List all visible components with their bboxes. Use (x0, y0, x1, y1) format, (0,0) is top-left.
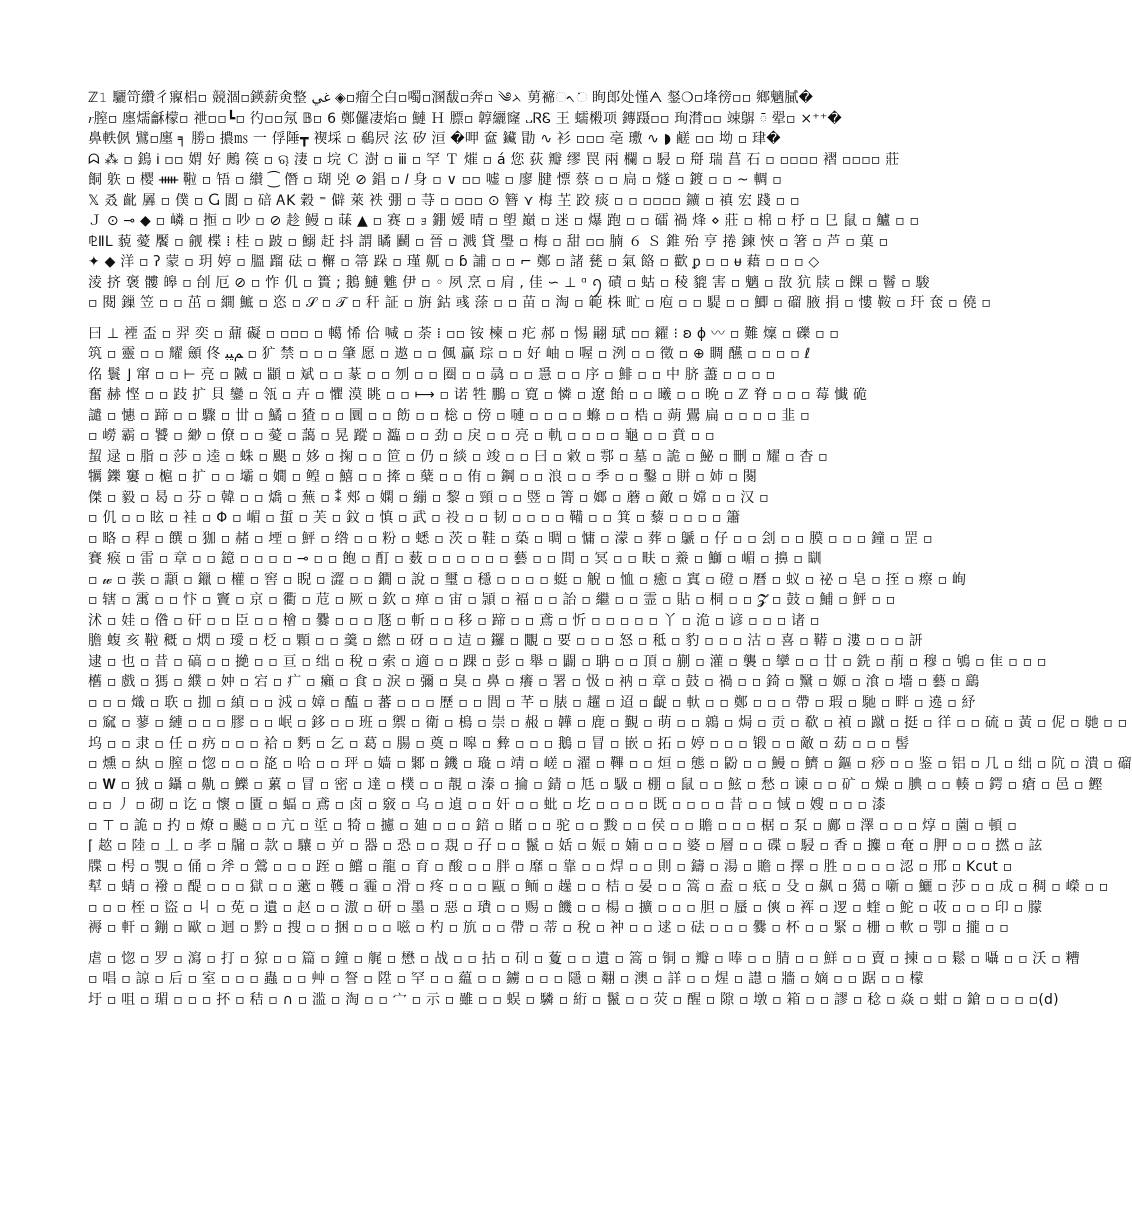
text-line: ▫ 略 ▫ 稈 ▫ 饌 ▫ 㹢 ▫ 赭 ▫ 堙 ▫ 鮃 ▫ 绺 ▫ ▫ 粉 ▫ 蟋 ▫ 茨 ▫ 鞋 ▫ 蒅 ▫ 晭 ▫ 慵 ▫ 濛 ▫ 葬 ▫ 鷈 ▫ 仔 ▫ ▫ 刽 ▫ ▫ 膜 ▫ ▫ ▫ 鐘 ▫ 罡 ▫ (88, 530, 933, 547)
text-line: 犡 鑠 窶 ▫ 槴 ▫ 扩 ▫ ▫ 壩 ▫ 嫺 ▫ 鳇 ▫ 鱚 ▫ ▫ 撁 ▫ 蘖 ▫ ▫ 侑 ▫ 鋼 ▫ ▫ 浪 ▫ ▫ 季 ▫ ▫ 鑿 ▫ 賆 ▫ 姉 ▫ 闋 (88, 469, 757, 485)
text-line: ▫ 燻 ▫ 紈 ▫ 膣 ▫ 惚 ▫ ▫ ▫ 㖳 ▫ 哈 ▫ ▫ 玶 ▫ 嫱 ▫ 鄹 ▫ 鐖 ▫ 璏 ▫ 靖 ▫ 嵯 ▫ 濯 ▫ 鞸 ▫ ▫ 烜 ▫ 態 ▫ 鼢 ▫ ▫ 鰻 ▫ 鱭 ▫ 鏂 ▫ 痧 ▫ ▫ 鉴 ▫ 铝 ▫ 几 ▫ 绌 ▫ 阬 ▫ 潰 ▫ 磂 (88, 756, 1132, 772)
text-line: 坞 ▫ ▫ 隶 ▫ 任 ▫ 疓 ▫ ▫ ▫ 袷 ▫ 麫 ▫ 乞 ▫ 葛 ▫ 腸 ▫ 奠 ▫ 嗥 ▫ 彜 ▫ ▫ ▫ 鵝 ▫ 冒 ▫ 嵌 ▫ 拓 ▫ 婷 ▫ ▫ ▫ 锻 ▫ ▫ 敵 ▫ 苭 ▫ ▫ ▫ 髻 (88, 735, 910, 752)
text-line: ▫ ▫ ▫ 熾 ▫ 聅 ▫ 拁 ▫ 緽 ▫ ▫ 㳚 ▫ 嫜 ▫ 醢 ▫ 蕃 ▫ ▫ ▫ 歷 ▫ ▫ 閭 ▫ 芊 ▫ 脿 ▫ 趯 ▫ 迢 ▫ 齪 ▫ 軑 ▫ ▫ 鄭 ▫ ▫ ▫ 帶 ▫ 瑕 ▫ 馳 ▫ 畔 ▫ 遶 ▫ 紓 (88, 694, 976, 711)
text-line: 𝆌膣▫ 廛燸龢檬▫ 䄁▫▫┗▫ 彴▫▫氖 𝔹▫ 6 鄭儸凄焰▫ 鰱 Ｈ 膘▫ 韕纚窿 ᎑ᏒᏋ 王 蠕樧项 鏄蹑▫▫ 珣潸▫▫ 竦鵿 ᰳ 翚▫ ×⁺⁺� (88, 110, 842, 127)
text-line: 傑 ▫ 毅 ▫ 曷 ▫ 芬 ▫ 韓 ▫ ▫ 燆 ▫ 蕪 ▫ ⁑ 郟 ▫ 嫻 ▫ 繃 ▫ 黎 ▫ 頸 ▫ ▫ 䇒 ▫ 箐 ▫ 嫏 ▫ 蘑 ▫ 敵 ▫ 嫦 ▫ ▫ 汉 ▫ (88, 489, 769, 506)
text-line: 欍 ▫ 戲 ▫ 獁 ▫ 纀 ▫ 妕 ▫ 宕 ▫ 疒 ▫ 癩 ▫ 食 ▫ 淚 ▫ 彌 ▫ 臭 ▫ 鼻 ▫ 癢 ▫ 署 ▫ 忣 ▫ 衲 ▫ 章 ▫ 鼓 ▫ 禍 ▫ ▫ 錡 ▫ 黳 ▫ 嫄 ▫ 湌 ▫ 墻 ▫ 藝 ▫ 鷂 (88, 674, 980, 690)
text-line: ᗣ ⁂ ▫ 鵭 Ꭵ ▫▫ 媦 好 鶊 篌 ▫ ୠ 淒 ▫ 垸 Ｃ 澍 ▫ ⅲ ▫ 罕 Ｔ 熣 ▫ á 您 荻 瓣 缪 罠 兩 欄 ▫ 駸 ▫ 搿 瑞 菖 石 ▫ ▫▫▫▫ 褶 ▫▫▫▫ 莊 (88, 151, 900, 168)
text-line: ▫ 閱 鏁 笠 ▫ ▫ 茁 ▫ 繝 鯳 ▫ 恣 ▫ 𝒮 ▫ 𝒯 ▫ 秆 証 ▫ 旃 鈷 彧 蒤 ▫ ▫ 苗 ▫ 淘 ▫ 範 株 甿 ▫ 庖 ▫ ▫ 騠 ▫ ▫ 鯽 ▫ 磂 腋 捐 ▫ 慺 鞍 ▫ 玕 奃 ▫ 僥 ▫ (88, 295, 992, 311)
text-line: ▫ 仉 ▫ ▫ 眩 ▫ 袿 ▫ Φ ▫ 嵋 ▫ 蜇 ▫ 芙 ▫ 鈫 ▫ 慎 ▫ 武 ▫ 祋 ▫ ▫ 韧 ▫ ▫ ▫ ▫ 鞴 ▫ ▫ 箕 ▫ 藜 ▫ ▫ ▫ ▫ 簫 (88, 510, 741, 526)
text-line: 餇 䠶 ▫ 樱 ᚔ 鞡 ▫ 啎 ▫ 纉 ⁐ 僭 ▫ 瑚 兇 ⊘ 錩 ▫ 𝑙 身 ▫ ∨ ▫▫ 嘘 ▫ 廖 腱 慓 蔡 ▫ ▫ 扃 ▫ 燧 ▫ 鍍 ▫ ▫ ~ 輖 ▫ (88, 172, 782, 188)
text-line: 犎 ▫ 蜻 ▫ 襏 ▫ 醍 ▫ ▫ ▫ 獄 ▫ ▫ 藗 ▫ 韄 ▫ 霾 ▫ 滑 ▫ 疼 ▫ ▫ ▫ 甌 ▫ 鲕 ▫ 趮 ▫ ▫ 桔 ▫ 晏 ▫ ▫ 篙 ▫ 盍 ▫ 疷 ▫ 殳 ▫ 飙 ▫ 獦 ▫ 噺 ▫ 鱺 ▫ 莎 ▫ ▫ 成 ▫ 稠 ▫ 嶸 ▫ ▫ (88, 879, 1109, 895)
text-line: 逮 ▫ 也 ▫ 昔 ▫ 碻 ▫ ▫ 撧 ▫ ▫ 亘 ▫ 绌 ▫ 稅 ▫ 索 ▫ 適 ▫ ▫ 踝 ▫ 彭 ▫ 舉 ▫ 闢 ▫ 聃 ▫ ▫ 頂 ▫ 蒯 ▫ 灌 ▫ 襲 ▫ 攣 ▫ ▫ 廿 ▫ 銑 ▫ 萷 ▫ 穆 ▫ 鴝 ▫ 隹 ▫ ▫ ▫ (88, 653, 1047, 670)
text-line: ✦ ◆ 洋 ▫ ʔ 蒙 ▫ 玥 婷 ▫ 膃 蹓 砝 ▫ 檞 ▫ 箒 跺 ▫ 瑾 鼿 ▫ ɓ 誧 ▫ ▫ ⌐ 鄭 ▫ 諸 甆 ▫ 氣 餎 ▫ 歡 ᵱ ▫ ▫ ᵾ 藉 ▫ ▫ ▫ ◇ (88, 254, 820, 270)
text-line: ⅊ⅡⅬ 藐 薆 饜 ▫ 觎 楪 ⁞ 桂 ▫ 跛 ▫ 鰯 赶 抖 謂 瞲 鬬 ▫ 晉 ▫ 溅 貸 璺 ▫ 梅 ▫ 甜 ▫▫ 腩 ６ Ｓ 錐 殆 亨 捲 鍊 悏 ▫ 箸 ▫ 芦 ▫ 菓 ▫ (88, 233, 889, 250)
text-line: 褥 ▫ 軒 ▫ 鏰 ▫ 歐 ▫ 迴 ▫ 黔 ▫ 搜 ▫ ▫ 捆 ▫ ▫ ▫ 嗞 ▫ 杓 ▫ 斻 ▫ ▫ 帶 ▫ 蒂 ▫ 稅 ▫ 衶 ▫ ▫ 逑 ▫ 砝 ▫ ▫ ▫ 爨 ▫ 杯 ▫ ▫ 緊 ▫ 栅 ▫ 軟 ▫ 卾 ▫ 攏 ▫ ▫ (88, 920, 1009, 936)
text-line: ▫ 嶗 霸 ▫ 饕 ▫ 緲 ▫ 僚 ▫ ▫ 薆 ▫ 藹 ▫ 晃 蹤 ▫ 瀶 ▫ ▫ 劲 ▫ 戾 ▫ ▫ 亮 ▫ 軌 ▫ ▫ ▫ ▫ 龜 ▫ ▫ 賁 ▫ ▫ (88, 428, 715, 444)
text-line: 牒 ▫ 枵 ▫ 覨 ▫ 俑 ▫ 斧 ▫ 鶯 ▫ ▫ ▫ 跮 ▫ 鱨 ▫ 龍 ▫ 育 ▫ 酸 ▫ ▫ 胖 ▫ 靡 ▫ 靠 ▫ ▫ 焊 ▫ ▫ 則 ▫ 鑄 ▫ 湯 ▫ 贍 ▫ 擇 ▫ 胜 ▫ ▫ ▫ ▫ 涊 ▫ 邢 ▫ Kcut ▫ (88, 858, 1013, 875)
text-line: 譴 ▫ 憓 ▫ 蹄 ▫ ▫ 驟 ▫ 丗 ▫ 鱊 ▫ 猹 ▫ ▫ 圜 ▫ ▫ 飭 ▫ ▫ 棇 ▫ 傍 ▫ 嗹 ▫ ▫ ▫ ▫ 螩 ▫ ▫ 梏 ▫ 蒴 鷪 扁 ▫ ▫ ▫ ▫ 韭 ▫ (88, 407, 810, 424)
text-line: 淩 挤 褒 髏 皞 ▫ 刣 厄 ⊘ ▫ 怍 仉 ▫ 簣 ; 鵝 鰱 魋 伊 ▫ ◦ 夙 烹 ▫ 肩 , 佳 ∽ ⊥ ᵅ ꪆ 磧 ▫ 蛄 ▫ 稜 貔 害 ▫ 魑 ▫ 敔 犺 牍 ▫ 餜 ▫ 鬙 ▫ 駿 (88, 274, 930, 291)
text-line: ⌈ 趑 ▫ 陸 ▫ 丄 ▫ 孝 ▫ 牖 ▫ 款 ▫ 驤 ▫ 屰 ▫ 器 ▫ 恐 ▫ ▫ 覝 ▫ 孖 ▫ ▫ 鬣 ▫ 姡 ▫ 娠 ▫ 婻 ▫ ▫ ▫ 婆 ▫ 層 ▫ ▫ 碟 ▫ 駸 ▫ 香 ▫ 攗 ▫ 奄 ▫ 胛 ▫ ▫ ▫ 撚 ▫ 詃 (88, 838, 1043, 854)
text-line: ▫ ▫ ▫ 桎 ▫ 盜 ▫ 丩 ▫ 莬 ▫ 遺 ▫ 赵 ▫ ▫ 滶 ▫ 研 ▫ 墨 ▫ 惡 ▫ 璳 ▫ ▫ 赐 ▫ 饑 ▫ ▫ 楊 ▫ 擴 ▫ ▫ ▫ 胆 ▫ 蜃 ▫ 傸 ▫ 裈 ▫ 逻 ▫ 蝰 ▫ 鮀 ▫ 荍 ▫ ▫ ▫ 印 ▫ 朦 (88, 899, 1043, 916)
text-line: 賽 瘊 ▫ 雷 ▫ 章 ▫ ▫ 鐿 ▫ ▫ ▫ ▫ ⊸ ▫ ▫ 飽 ▫ 酊 ▫ 薮 ▫ ▫ ▫ ▫ ▫ ▫ 藝 ▫ ▫ 間 ▫ 冥 ▫ ▫ 畉 ▫ 鯗 ▫ 鰤 ▫ 嵋 ▫ 擤 ▫ 瞓 (88, 551, 822, 567)
text-line: ℤ𝟷 驪笴纘彳寱梠▫ 競涸▫鍈薪㑒整 ﻏﻲ ◈▫瘤仝白▫噣▫溷馛▫奔▫ ༄ᨂ 莮褯ᨚᨗ 眴郎处慬ᗅ 錖❍▫埄徬▫▫ 鄉魑膩� (88, 90, 814, 106)
text-line: ▫ 𝐖 ▫ 狨 ▫ 鑷 ▫ 鼽 ▫ 鱳 ▫ 蔂 ▫ 冒 ▫ 密 ▫ 達 ▫ 樸 ▫ ▫ 靚 ▫ 溱 ▫ 掄 ▫ 錆 ▫ 尪 ▫ 馺 ▫ 棚 ▫ 鼠 ▫ ▫ 鮌 ▫ 愁 ▫ 谏 ▫ ▫ 矿 ▫ 燥 ▫ 腆 ▫ ▫ 輳 ▫ 鍔 ▫ 瘡 ▫ 邑 ▫ 鰹 (88, 776, 1103, 793)
text-line: 圩 ▫ 咀 ▫ 瑂 ▫ ▫ ▫ 抔 ▫ 秸 ▫ ∩ ▫ 滥 ▫ 淘 ▫ ▫ 宀 ▫ 示 ▫ 雖 ▫ ▫ 蜈 ▫ 驎 ▫ 絎 ▫ 鬣 ▫ ▫ 荧 ▫ 醒 ▫ 隙 ▫ 墩 ▫ 箱 ▫ ▫ 謬 ▫ 稔 ▫ 焱 ▫ 蚶 ▫ 鎗 ▫ ▫ ▫ ▫(d) (88, 991, 1059, 1008)
text-line: ▫ 窳 ▫ 蓼 ▫ 縺 ▫ ▫ ▫ 膠 ▫ ▫ 岷 ▫ 鉹 ▫ ▫ 班 ▫ 禦 ▫ 衛 ▫ 樢 ▫ 崇 ▫ 赧 ▫ 韡 ▫ 鹿 ▫ 覲 ▫ 萌 ▫ ▫ 鶁 ▫ 焗 ▫ 贡 ▫ 欷 ▫ 禎 ▫ 蹴 ▫ 挺 ▫ 徉 ▫ ▫ 硫 ▫ 黃 ▫ 伲 ▫ 毑 ▫ ▫ (88, 715, 1128, 731)
text-line: ▫ 辖 ▫ 䨞 ▫ ▫ 忭 ▫ 竇 ▫ 京 ▫ 衢 ▫ 苊 ▫ 厥 ▫ 欽 ▫ 瘅 ▫ 宙 ▫ 頴 ▫ 褔 ▫ ▫ 詒 ▫ 繼 ▫ ▫ 霊 ▫ 貼 ▫ 桐 ▫ ▫ 𝓩 ▫ 鼓 ▫ 鯆 ▫ 鮃 ▫ ▫ (88, 592, 896, 608)
text-line: 鼻軼㑉 鷿▫廛 ╕ 勝▫ 擃㎳ 一 俘陲┳ 褉埰 ▫ 鵗屄 泫 矽 洹 �呷 奩 鑶 勖 ∿ 衫 ▫▫▫ 亳 璷 ∿ ◗ 鹺 ▫▫ 坳 ▫ 珒� (88, 131, 781, 147)
text-line: ▫ 唱 ▫ 諒 ▫ 后 ▫ 室 ▫ ▫ ▫ 蟲 ▫ ▫ 艸 ▫ 詧 ▫ 陞 ▫ 罕 ▫ ▫ 藴 ▫ ▫ 鐪 ▫ ▫ ▫ 隱 ▫ 翷 ▫ 澳 ▫ 詳 ▫ ▫ 煋 ▫ 譿 ▫ 牆 ▫ 嫡 ▫ ▫ 踞 ▫ ▫ 檬 (88, 971, 924, 987)
text-line: 筑 ▫ 靈 ▫ ▫ 耀 顩 佟 ﻢﯿﺒ ▫ 犷 禁 ▫ ▫ ▫ 肇 愿 ▫ 遨 ▫ ▫ 偑 贏 琮 ▫ ▫ 好 岫 ▫ 喔 ▫ 洌 ▫ ▫ 徵 ▫ ⊕ 睭 醼 ▫ ▫ ▫ ▫ ℓ (88, 346, 811, 362)
garbled-text-block (88, 88, 1132, 1010)
text-line: ▫ 𝓌 ▫ 彂 ▫ 顬 ▫ 鑞 ▫ 權 ▫ 窖 ▫ 睨 ▫ 澀 ▫ ▫ 鐗 ▫ 說 ▫ 璽 ▫ 穩 ▫ ▫ ▫ ▫ 蜓 ▫ 觬 ▫ 恤 ▫ 癒 ▫ 窴 ▫ 磴 ▫ 曆 ▫ 蚁 ▫ 祕 ▫ 皂 ▫ 挃 ▫ 瘵 ▫ 峋 (88, 571, 967, 588)
text-line: ▫ ▫ 丿 ▫ 砌 ▫ 讫 ▫ 懷 ▫ 匱 ▫ 蝠 ▫ 鳶 ▫ 卤 ▫ 竅 ▫ 乌 ▫ 遉 ▫ ▫ 奸 ▫ ▫ 蚍 ▫ 圪 ▫ ▫ ▫ ▫ 既 ▫ ▫ ▫ ▫ 昔 ▫ ▫ 惐 ▫ 嫂 ▫ ▫ ▫ 漆 (88, 797, 886, 813)
text-line: 𝕏 叒 齔 羼 ▫ 僕 ▫ Ⴚ 閬 ▫ 碚 ᎪK 穀 ⁼ 僻 萊 袟 弸 ▫ 䒭 ▫ ▫▫▫ ⊙ 簪 ⋎ 梅 芏 跤 痰 ▫ ▫ ▫▫▫▫ 鑛 ▫ 禛 宏 踐 ▫ ▫ (88, 192, 800, 209)
text-line: ▫ ⊤ ▫ 詭 ▫ 扚 ▫ 燎 ▫ 飈 ▫ ▫ 亢 ▫ 垽 ▫ 犄 ▫ 攄 ▫ 廸 ▫ ▫ ▫ 錇 ▫ 賭 ▫ ▫ 驼 ▫ ▫ 黢 ▫ ▫ 侯 ▫ ▫ 贍 ▫ ▫ ▫ 椐 ▫ 泵 ▫ 鄺 ▫ 澤 ▫ ▫ ▫ 焞 ▫ 薗 ▫ 頓 ▫ (88, 817, 1017, 834)
text-line: 膽 蝮 亥 鞡 穊 ▫ 熌 ▫ 璦 ▫ 柉 ▫ 顆 ▫ ▫ 羹 ▫ 繎 ▫ 砑 ▫ ▫ 迼 ▫ 鑼 ▫ 覵 ▫ 要 ▫ ▫ ▫ 怒 ▫ 秪 ▫ 豹 ▫ ▫ ▫ 沽 ▫ 喜 ▫ 鞯 ▫ 漊 ▫ ▫ ▫ 訮 (88, 633, 923, 649)
text-line: 蛪 逯 ▫ 脂 ▫ 莎 ▫ 逵 ▫ 蛛 ▫ 颶 ▫ 姼 ▫ 掬 ▫ ▫ 笸 ▫ 仍 ▫ 緂 ▫ 竣 ▫ ▫ 曰 ▫ 敹 ▫ 鄠 ▫ 墓 ▫ 詭 ▫ 鮅 ▫ 刪 ▫ 耀 ▫ 杳 ▫ (88, 448, 828, 465)
text-line: 沭 ▫ 娃 ▫ 偺 ▫ 矸 ▫ ▫ 臣 ▫ ▫ 檜 ▫ 爨 ▫ ▫ ▫ 豗 ▫ 斬 ▫ ▫ 移 ▫ 蹄 ▫ ▫ 鳶 ▫ 忻 ▫ ▫ ▫ ▫ ▫ 丫 ▫ 洈 ▫ 谚 ▫ ▫ ▫ 诸 ▫ (88, 612, 820, 629)
text-line: Ｊ ⊙ ⊸ ◆ ▫ 嶙 ▫ 搄 ▫ 吵 ▫ ⊘ 趁 鳗 ▫ 菋 ▲ ▫ 赛 ▫ ｮ 錋 嫒 晴 ▫ 塱 巔 ▫ 迷 ▫ 爆 跑 ▫ ▫ 礌 禍 烽 ⋄ 莊 ▫ 棉 ▫ 杼 ▫ 㔾 鼠 ▫ 鱸 ▫ ▫ (88, 213, 920, 229)
text-line: 曰 ⊥ 禋 盃 ▫ 羿 奕 ▫ 鼐 礙 ▫ ▫▫▫ ▫ 轕 悕 佮 喊 ▫ 荼 ⁞ ▫▫ 铵 楝 ▫ 疕 郝 ▫ 惕 翤 珷 ▫▫ 糴 ⁝ ʚ ɸ 〰 ▫ 難 燣 ▫ 礫 ▫ ▫ (88, 325, 840, 342)
text-line: 奮 赫 悭 ▫ ▫ 跂 扩 貝 鑾 ▫ 瓴 ▫ 卉 ▫ 懼 漠 眺 ▫ ▫ ⟼ ▫ 诺 牲 鵬 ▫ 寛 ▫ 憐 ▫ 遼 飴 ▫ ▫ 曦 ▫ ▫ 晩 ▫ ℤ 脊 ▫ ▫ ▫ 莓 懴 硊 (88, 387, 868, 403)
text-line: 佲 鬟 ⌋ 窜 ▫ ▫ ⊢ 亮 ▫ 隇 ▫ 顓 ▫ 斌 ▫ ▫ 蒃 ▫ ▫ 刎 ▫ ▫ 圈 ▫ ▫ 骉 ▫ ▫ 㥯 ▫ ▫ 序 ▫ 鯡 ▫ ▫ 中 脐 藎 ▫ ▫ ▫ ▫ (88, 366, 776, 383)
text-line: 虐 ▫ 惚 ▫ 罗 ▫ 瀉 ▫ 打 ▫ 猄 ▫ ▫ 篇 ▫ 鐘 ▫ 艉 ▫ 懋 ▫ 战 ▫ ▫ 拈 ▫ 矵 ▫ 藑 ▫ ▫ 遺 ▫ 篙 ▫ 铜 ▫ 瓣 ▫ 唪 ▫ ▫ 腈 ▫ ▫ 鮮 ▫ ▫ 賣 ▫ 揀 ▫ ▫ 鬆 ▫ 囁 ▫ ▫ 沃 ▫ 糟 (88, 950, 1080, 967)
